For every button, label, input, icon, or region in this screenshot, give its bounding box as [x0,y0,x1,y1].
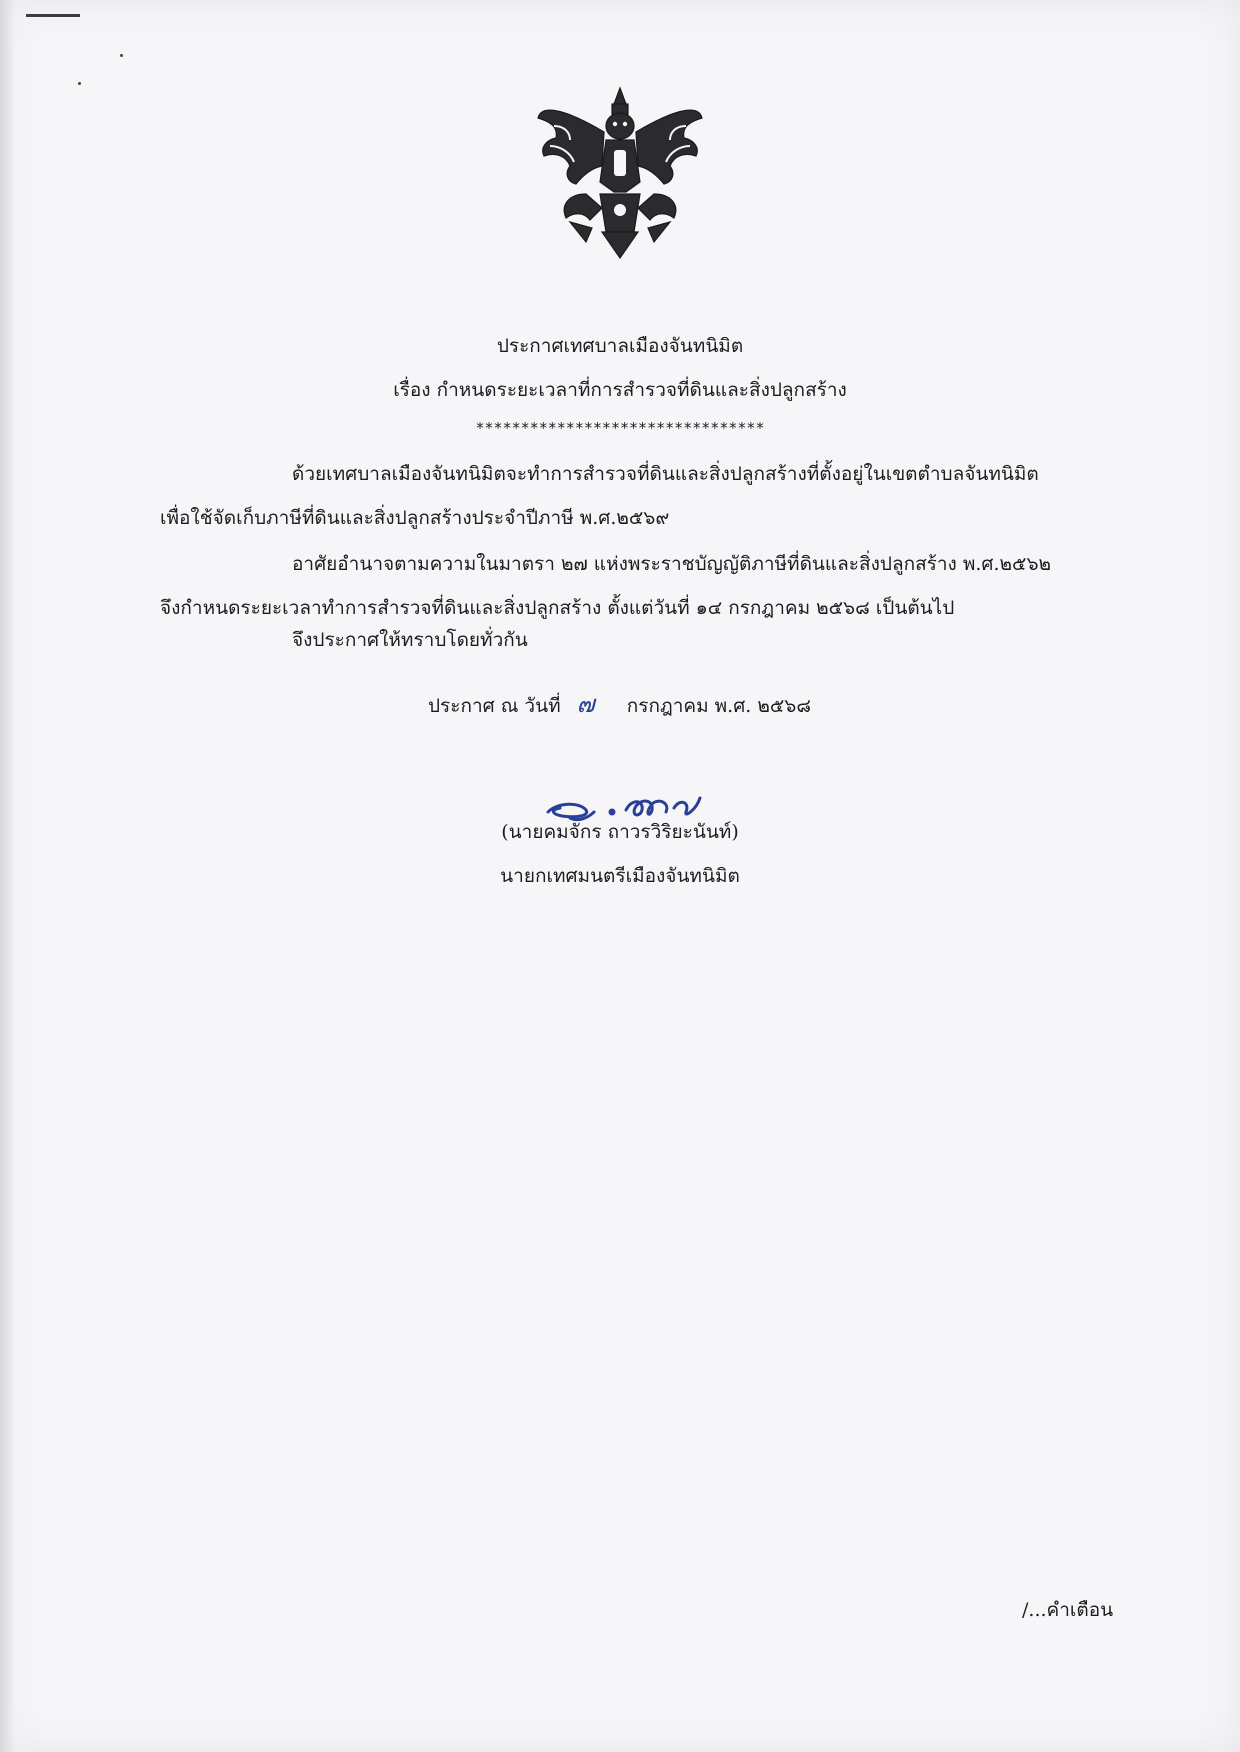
date-prefix: ประกาศ ณ วันที่ [428,695,561,717]
scan-mark [26,14,80,17]
signatory-position: นายกเทศมนตรีเมืองจันทนิมิต [500,865,740,887]
announcement-title: ประกาศเทศบาลเมืองจันทนิมิต [496,335,744,357]
announcement-date [428,690,811,720]
paragraph2-line2: จึงกำหนดระยะเวลาทำการสำรวจที่ดินและสิ่งปลูกสร้าง ตั้งแต่วันที่ ๑๔ กรกฎาคม ๒๕๖๘ เป็นต้นไป [160,597,955,619]
subject-line: เรื่อง กำหนดระยะเวลาที่การสำรวจที่ดินและสิ่งปลูกสร้าง [393,379,847,401]
separator-line: ******************************** [475,419,765,437]
paragraph1-line1: ด้วยเทศบาลเมืองจันทนิมิตจะทำการสำรวจที่ดินและสิ่งปลูกสร้างที่ตั้งอยู่ในเขตตำบลจันทนิมิต [292,463,1039,485]
date-suffix: กรกฎาคม พ.ศ. ๒๕๖๘ [626,695,811,717]
paragraph2-line1: อาศัยอำนาจตามความในมาตรา ๒๗ แห่งพระราชบัญญัติภาษีที่ดินและสิ่งปลูกสร้าง พ.ศ.๒๕๖๒ [292,553,1052,575]
signatory-name: (นายคมจักร ถาวรวิริยะนันท์) [501,821,739,843]
continuation-marker: /...คำเตือน [1022,1599,1114,1621]
paragraph1-line2: เพื่อใช้จัดเก็บภาษีที่ดินและสิ่งปลูกสร้างประจำปีภาษี พ.ศ.๒๕๖๙ [160,507,670,529]
paragraph3: จึงประกาศให้ทราบโดยทั่วกัน [292,629,528,651]
scan-speck [78,82,81,85]
garuda-emblem-icon [530,82,710,260]
date-day-handwritten: ๗ [576,690,595,718]
scan-speck [120,54,123,57]
